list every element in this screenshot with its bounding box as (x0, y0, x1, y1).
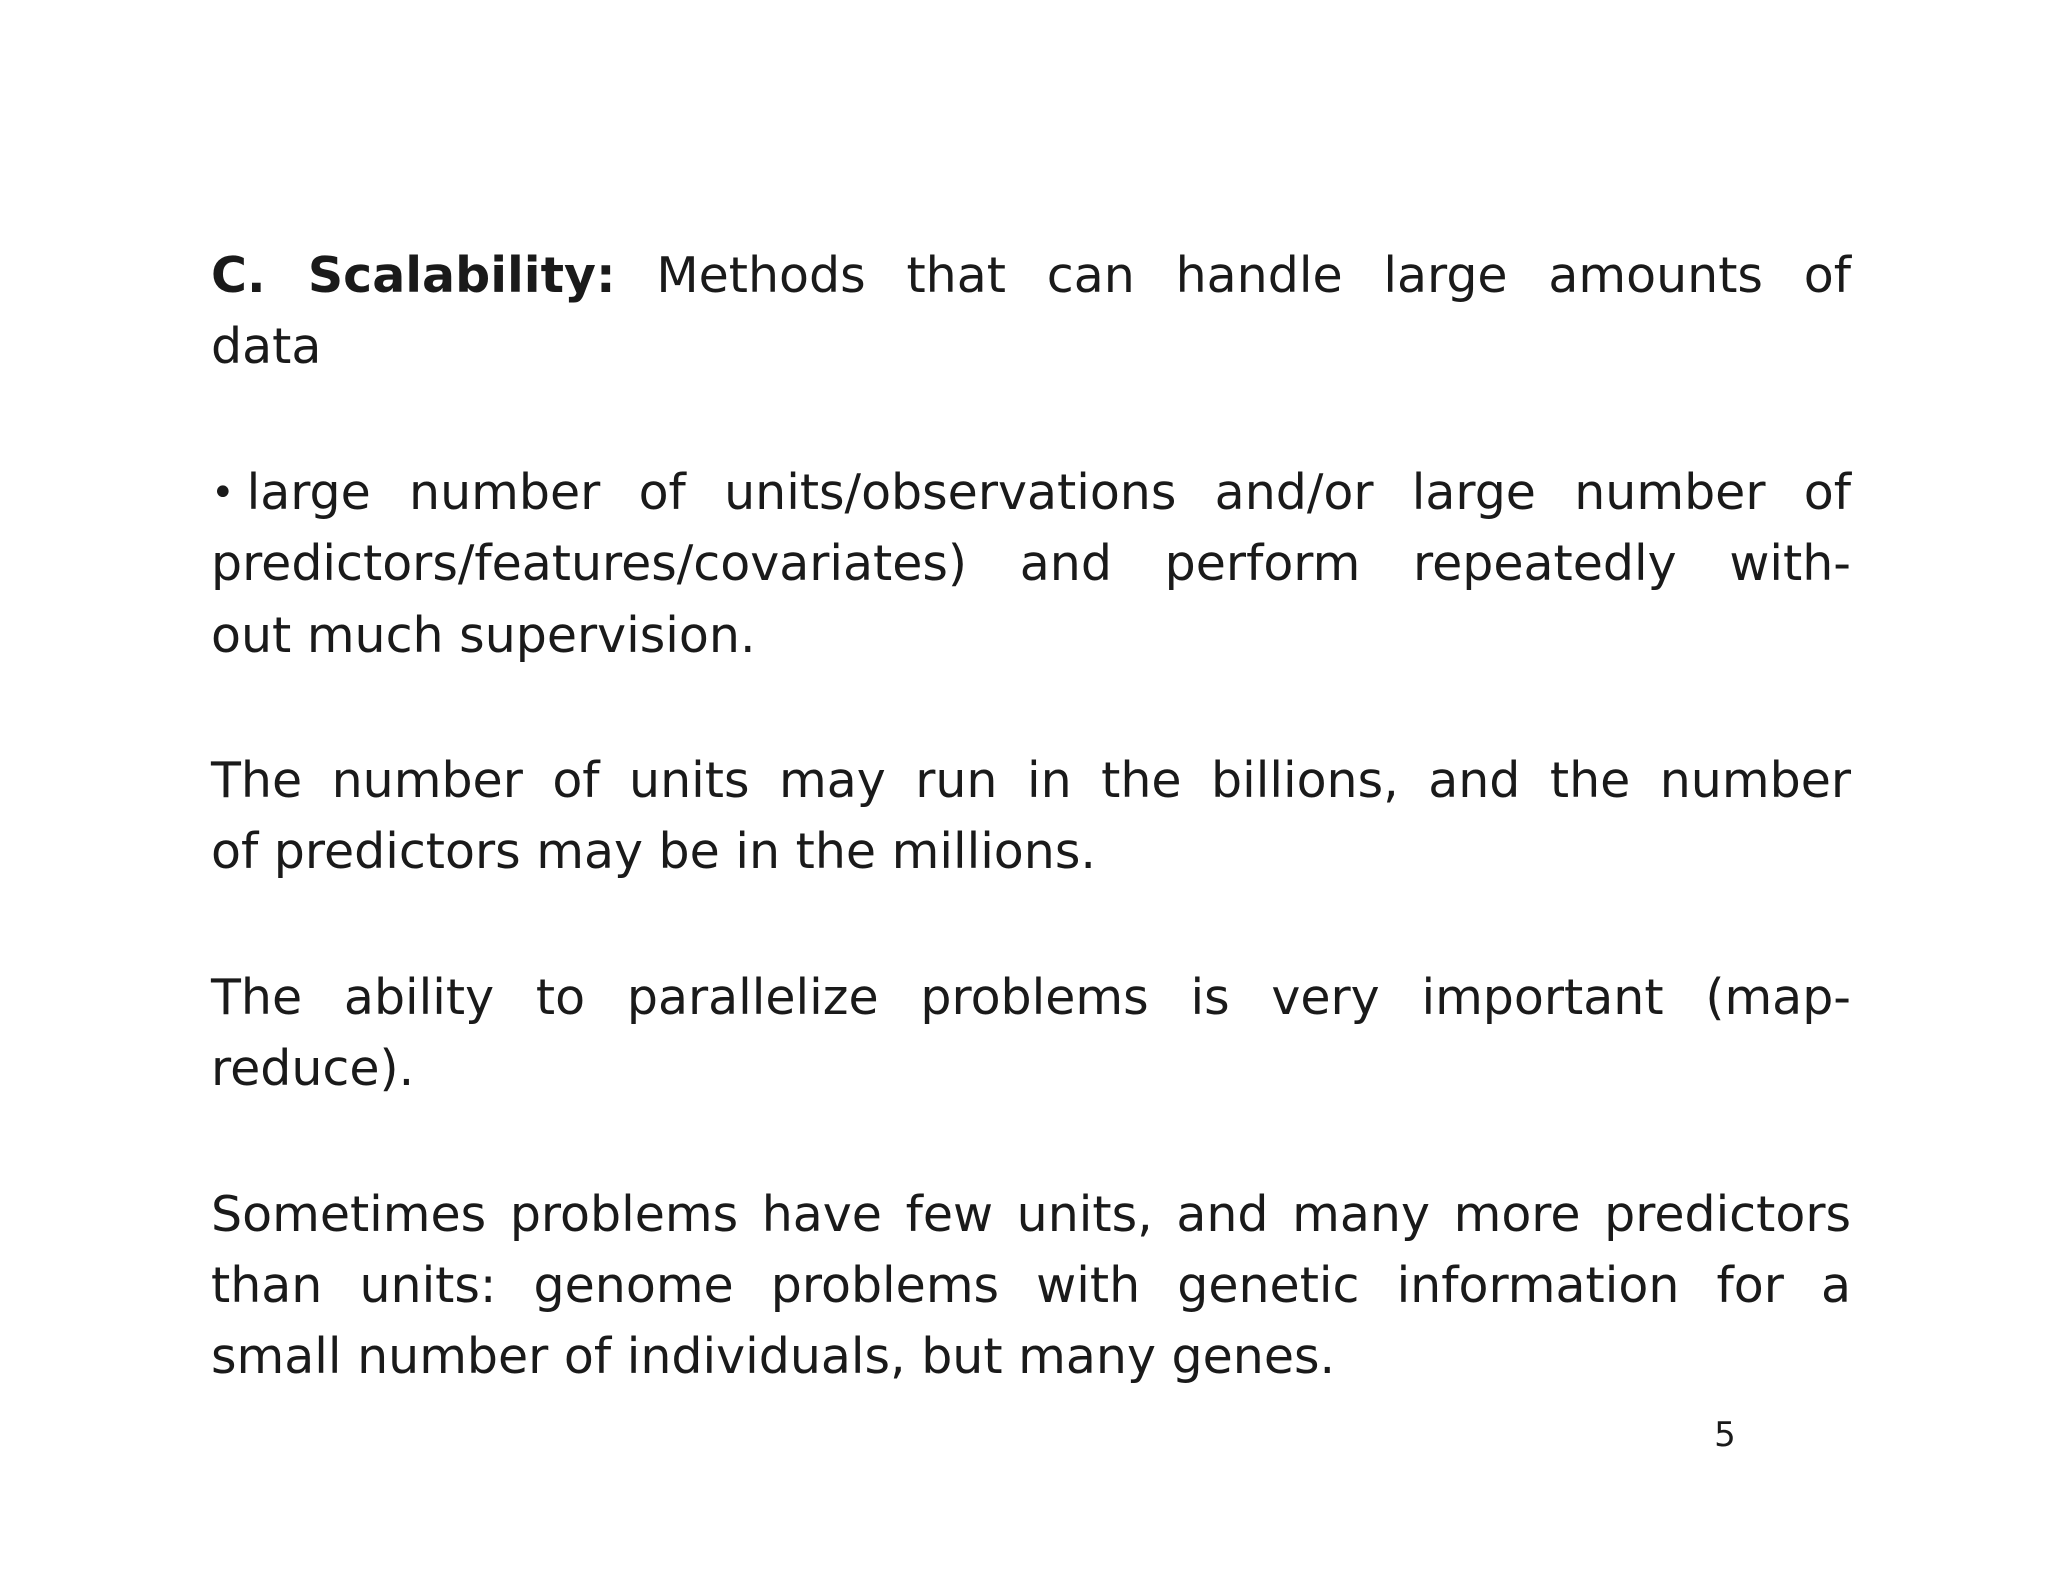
bullet-line-3: out much supervision. (211, 607, 756, 664)
section-heading: C. Scalability: (211, 247, 616, 304)
section-heading-text-continued: data (211, 318, 322, 375)
paragraph-genome-line-1: Sometimes problems have few units, and many more predictors (211, 1186, 1851, 1243)
bullet-line-1 (211, 457, 1851, 529)
bullet-text-1: large number of units/observations and/or large number of (246, 464, 1851, 521)
bullet-line-2: predictors/features/covariates) and perform repeatedly with- (211, 535, 1851, 592)
paragraph-parallelize-line-2: reduce). (211, 1040, 415, 1097)
bullet-marker: • (211, 470, 235, 516)
paragraph-parallelize-line-1: The ability to parallelize problems is very important (map- (211, 969, 1851, 1026)
paragraph-genome-line-3: small number of individuals, but many genes. (211, 1328, 1336, 1385)
section-heading-line (211, 240, 1851, 312)
page-number: 5 (1714, 1415, 1736, 1455)
paragraph-genome-line-2: than units: genome problems with genetic information for a (211, 1257, 1851, 1314)
paragraph-billions-line-1: The number of units may run in the billions, and the number (211, 752, 1851, 809)
paragraph-billions-line-2: of predictors may be in the millions. (211, 823, 1096, 880)
section-heading-text: Methods that can handle large amounts of (656, 247, 1851, 304)
